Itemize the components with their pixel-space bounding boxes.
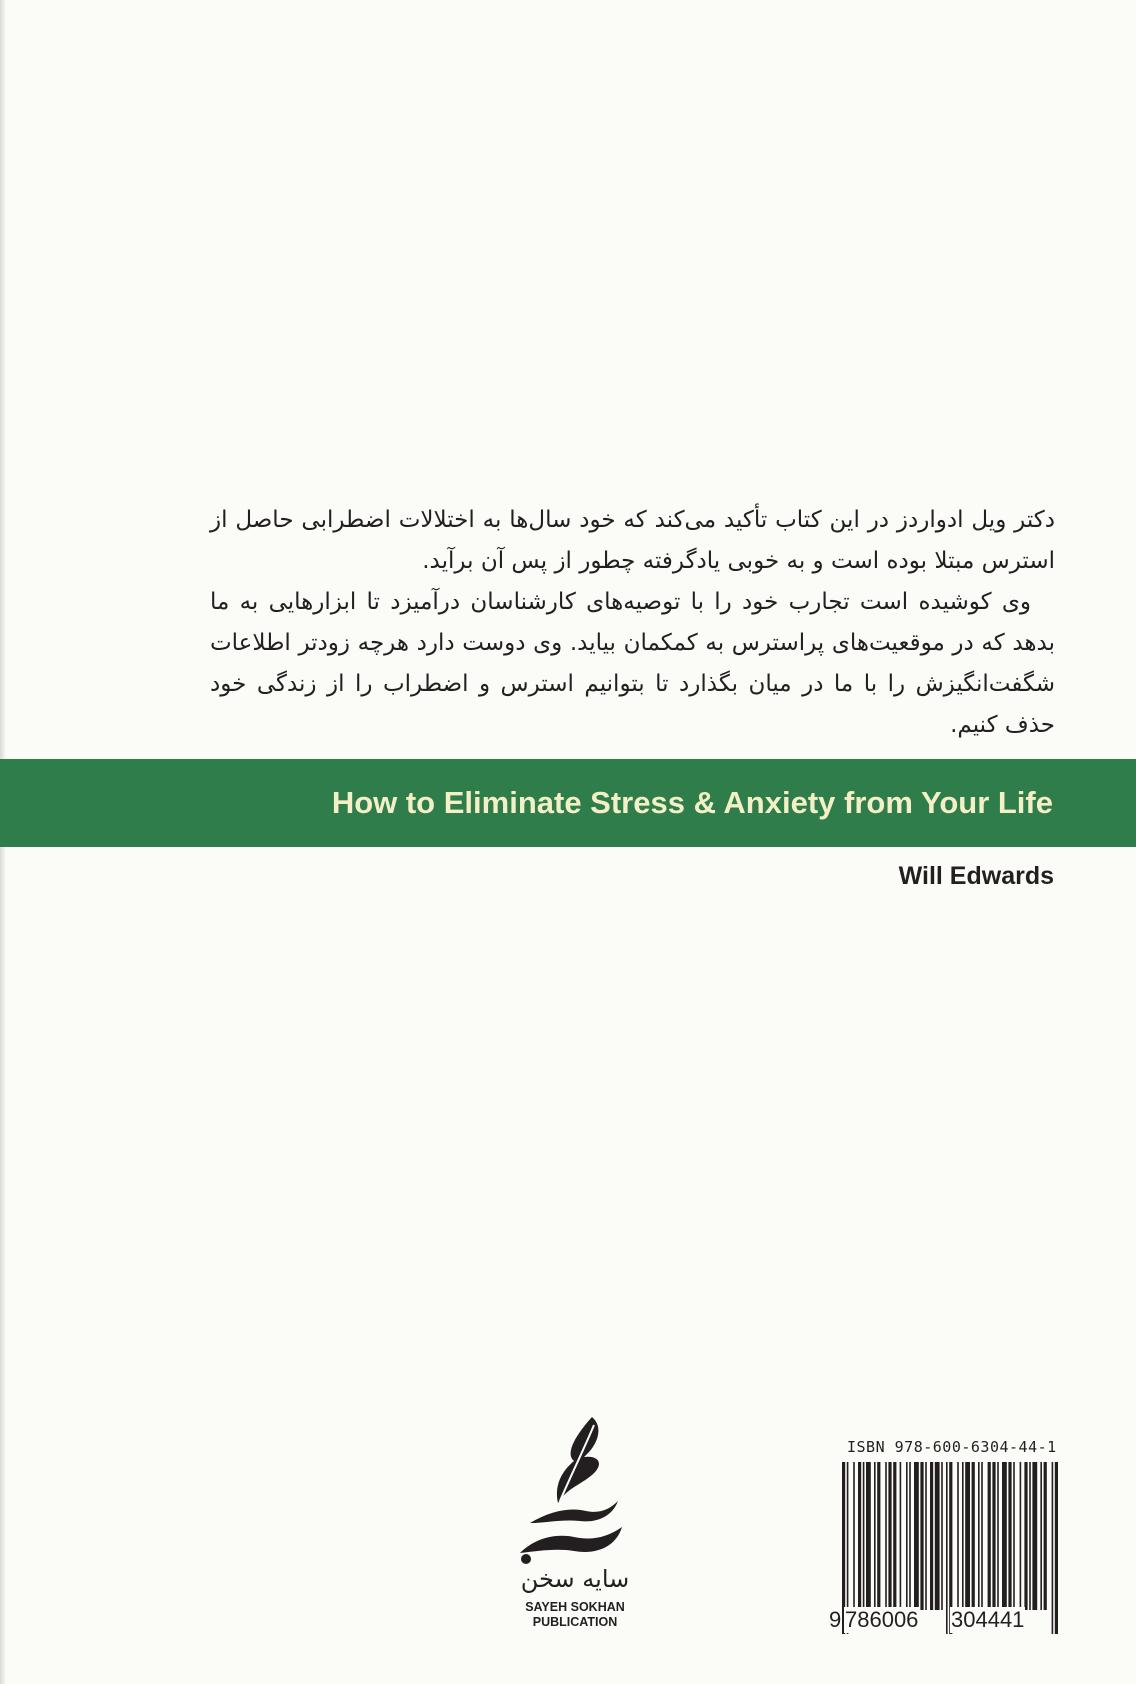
barcode-digits <box>828 1607 1060 1631</box>
barcode-bar <box>1008 1462 1011 1610</box>
barcode-bar <box>1013 1462 1015 1610</box>
barcode-bar <box>853 1462 855 1610</box>
barcode-bar <box>863 1462 865 1610</box>
barcode-bar <box>981 1462 983 1610</box>
barcode-digit-lead: 9 <box>829 1607 842 1632</box>
quill-feather-icon <box>500 1415 650 1565</box>
blurb-paragraph-1: دکتر ویل ادواردز در این کتاب تأکید می‌کند که خود سال‌ها به اختلالات اضطرابی حاصل از استرس مبتلا بوده است و به خوبی یادگرفته چطور از پس آن برآید. <box>210 507 1055 574</box>
barcode-bar <box>914 1462 919 1610</box>
barcode-bar <box>906 1462 908 1610</box>
english-title: How to Eliminate Stress & Anxiety from Your Life <box>331 785 1053 820</box>
barcode-bar <box>965 1462 970 1610</box>
barcode-bar <box>925 1462 927 1610</box>
barcode-bar <box>874 1462 876 1610</box>
isbn-label: ISBN 978-600-6304-44-1 <box>847 1438 1057 1456</box>
barcode-bar <box>1002 1462 1007 1610</box>
barcode-bar <box>877 1462 880 1610</box>
barcode-bar <box>858 1462 861 1610</box>
barcode-bar <box>957 1462 959 1610</box>
barcode-bar <box>1020 1462 1022 1610</box>
barcode-bar <box>893 1462 896 1610</box>
barcode-bar <box>900 1462 902 1610</box>
barcode-bar <box>920 1462 923 1610</box>
publisher-name-line2: PUBLICATION <box>532 1615 618 1629</box>
barcode-bar <box>935 1462 940 1610</box>
back-cover-blurb <box>210 500 1055 746</box>
barcode-digits-right: 304441 <box>951 1607 1025 1632</box>
barcode-bar <box>1044 1462 1047 1610</box>
title-band <box>0 759 1136 847</box>
barcode-digits-left: 786006 <box>845 1607 919 1632</box>
barcode-bar <box>930 1462 933 1610</box>
blurb-paragraph-2: وی کوشیده است تجارب خود را با توصیه‌های کارشناسان درآمیزد تا ابزارهایی به ما بدهد که در موقعیت‌های پراسترس به کمکمان بیاید. وی دوست دارد هرچه زودتر اطلاعات شگفت‌انگیزش را با ما در میان بگذارد تا بتوانیم استرس و اضطراب را از زندگی خود حذف کنیم. <box>210 589 1055 738</box>
barcode-bar <box>1032 1462 1037 1610</box>
publisher-name-line1: SAYEH SOKHAN <box>525 1600 625 1614</box>
author-name: Will Edwards <box>898 862 1054 890</box>
barcode-bar <box>1024 1462 1027 1610</box>
publisher-name-persian: سایه سخن <box>520 1565 630 1593</box>
barcode-bar <box>972 1462 975 1610</box>
barcode-bar <box>1029 1462 1031 1610</box>
barcode-bar <box>992 1462 995 1610</box>
barcode-bar <box>988 1462 991 1610</box>
barcode-bar <box>909 1462 911 1610</box>
barcode-bar <box>997 1462 999 1610</box>
barcode-bar <box>888 1462 891 1610</box>
barcode-bar <box>941 1462 943 1610</box>
barcode-bar <box>962 1462 964 1610</box>
barcode-bar <box>978 1462 980 1610</box>
barcode-bar <box>866 1462 871 1610</box>
barcode-bar <box>885 1462 887 1610</box>
barcode-bar <box>1040 1462 1042 1610</box>
